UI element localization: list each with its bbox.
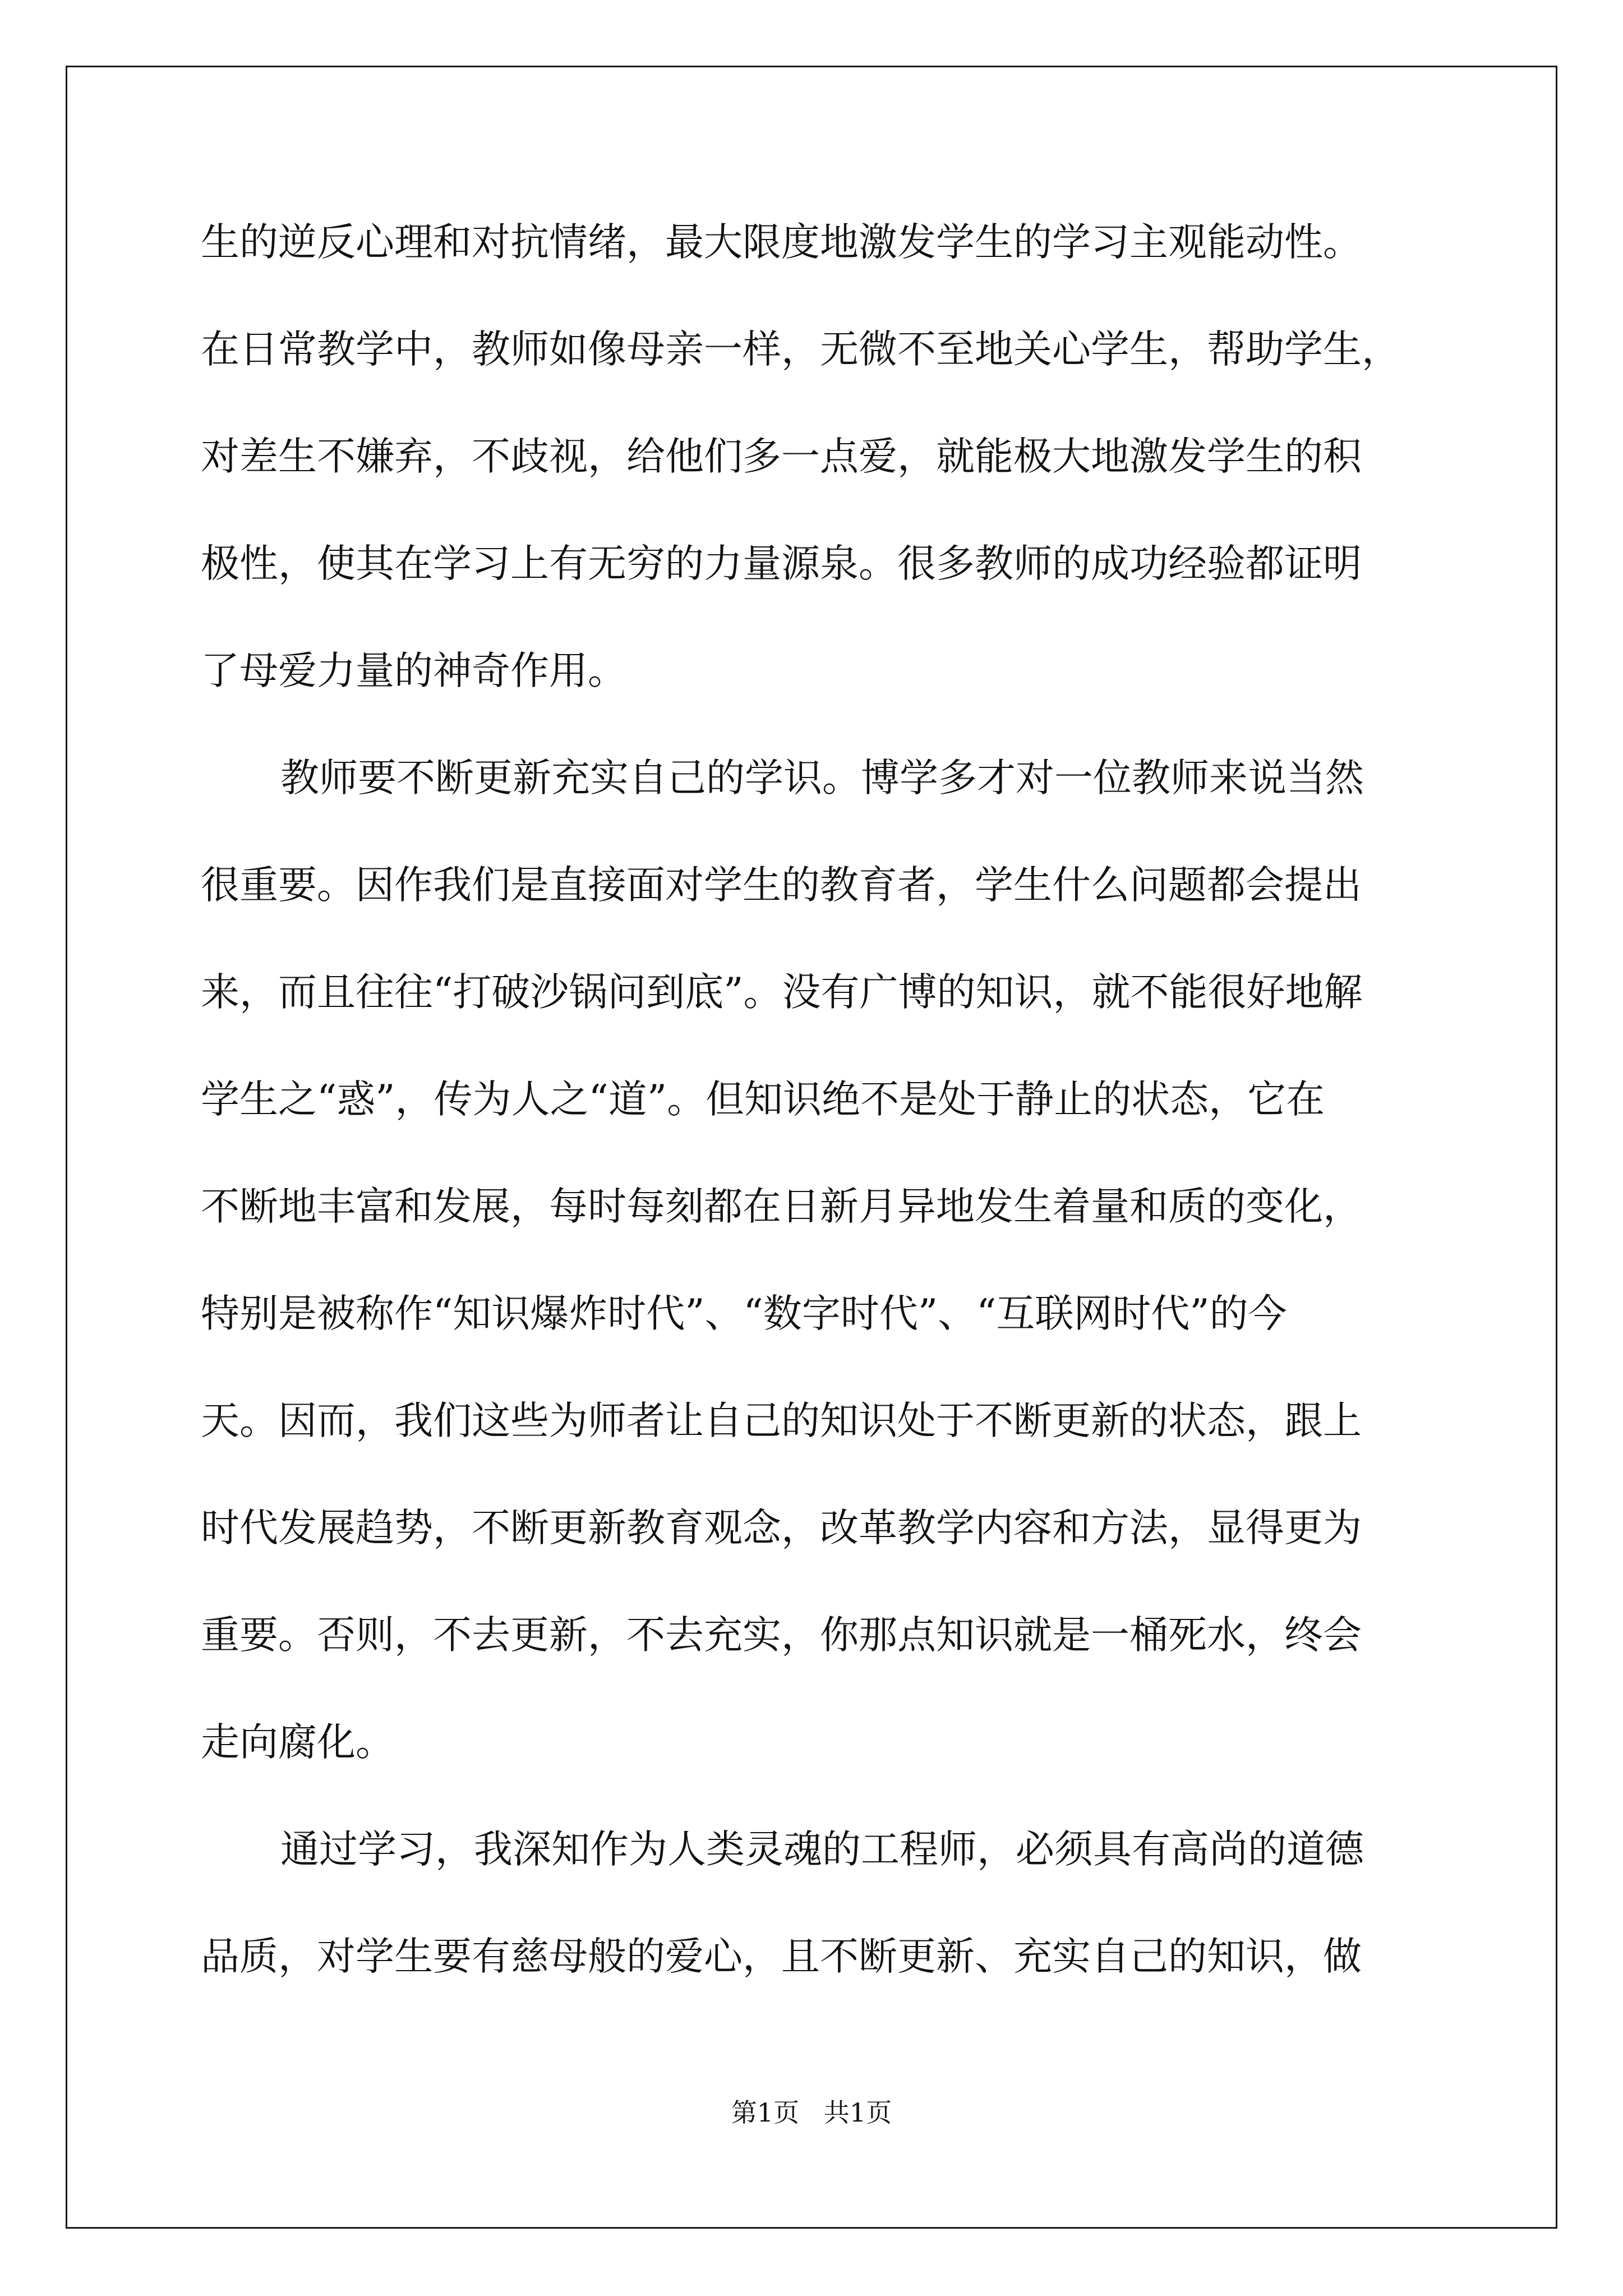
body-text-line: 来，而且往往“打破沙锅问到底”。没有广博的知识，就不能很好地解 [201,970,1363,1015]
body-text-line: 走向腐化。 [201,1720,394,1765]
body-text-line: 特别是被称作“知识爆炸时代”、“数字时代”、“互联网时代”的今 [201,1291,1287,1336]
body-text-line: 了母爱力量的神奇作用。 [201,648,626,693]
body-text-line: 极性，使其在学习上有无穷的力量源泉。很多教师的成功经验都证明 [201,541,1362,586]
body-text-line: 对差生不嫌弃，不歧视，给他们多一点爱，就能极大地激发学生的积 [201,434,1362,479]
body-text-line: 重要。否则，不去更新，不去充实，你那点知识就是一桶死水，终会 [201,1613,1362,1658]
body-text-line: 品质，对学生要有慈母般的爱心，且不断更新、充实自己的知识，做 [201,1934,1362,1979]
body-text-line: 时代发展趋势，不断更新教育观念，改革教学内容和方法，显得更为 [201,1506,1362,1550]
body-text-line: 在日常教学中，教师如像母亲一样，无微不至地关心学生，帮助学生， [201,327,1400,372]
body-text-line: 很重要。因作我们是直接面对学生的教育者，学生什么问题都会提出 [201,863,1362,908]
body-text-line: 学生之“惑”，传为人之“道”。但知识绝不是处于静止的状态，它在 [201,1077,1325,1122]
paragraph-first-line: 教师要不断更新充实自己的学识。博学多才对一位教师来说当然 [280,756,1364,800]
page-footer: 第1页 共1页 [731,2097,892,2128]
body-text-line: 天。因而，我们这些为师者让自己的知识处于不断更新的状态，跟上 [201,1398,1362,1443]
page-border [66,66,1557,2229]
body-text-line: 生的逆反心理和对抗情绪，最大限度地激发学生的学习主观能动性。 [201,220,1362,265]
body-text-line: 不断地丰富和发展，每时每刻都在日新月异地发生着量和质的变化， [201,1184,1362,1229]
paragraph-first-line: 通过学习，我深知作为人类灵魂的工程师，必须具有高尚的道德 [280,1827,1364,1872]
